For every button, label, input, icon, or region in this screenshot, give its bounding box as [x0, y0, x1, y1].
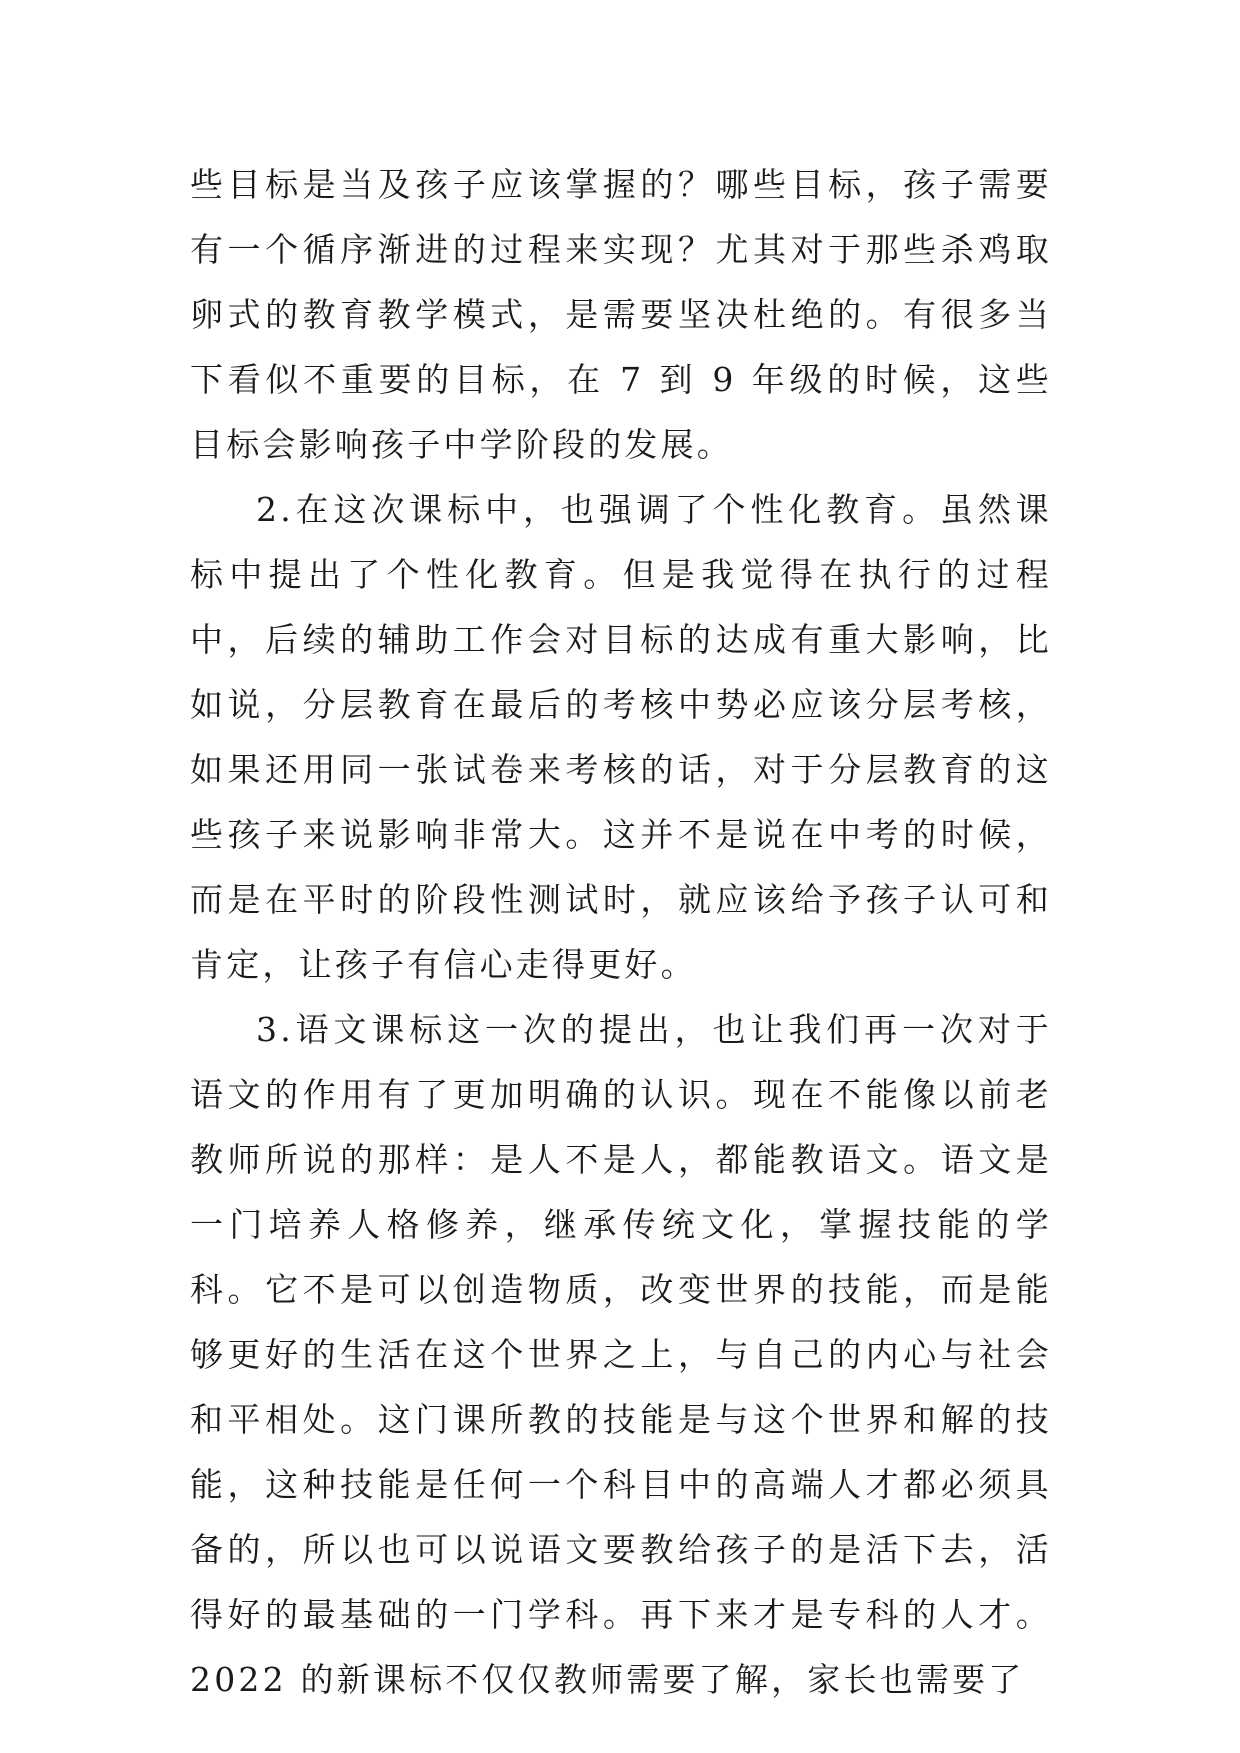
body-text	[190, 152, 1052, 1712]
paragraph-3: 3.语文课标这一次的提出，也让我们再一次对于语文的作用有了更加明确的认识。现在不能像以前老教师所说的那样：是人不是人，都能教语文。语文是一门培养人格修养，继承传统文化，掌握技能的学科。它不是可以创造物质，改变世界的技能，而是能够更好的生活在这个世界之上，与自己的内心与社会和平相处。这门课所教的技能是与这个世界和解的技能，这种技能是任何一个科目中的高端人才都必须具备的，所以也可以说语文要教给孩子的是活下去，活得好的最基础的一门学科。再下来才是专科的人才。2022 的新课标不仅仅教师需要了解，家长也需要了	[190, 1010, 1052, 1699]
paragraph-2: 2.在这次课标中，也强调了个性化教育。虽然课标中提出了个性化教育。但是我觉得在执行的过程中，后续的辅助工作会对目标的达成有重大影响，比如说，分层教育在最后的考核中势必应该分层考核，如果还用同一张试卷来考核的话，对于分层教育的这些孩子来说影响非常大。这并不是说在中考的时候，而是在平时的阶段性测试时，就应该给予孩子认可和肯定，让孩子有信心走得更好。	[190, 490, 1052, 984]
paragraph-1: 些目标是当及孩子应该掌握的？哪些目标，孩子需要有一个循序渐进的过程来实现？尤其对于那些杀鸡取卵式的教育教学模式，是需要坚决杜绝的。有很多当下看似不重要的目标，在 7 到 9 年级的时候，这些目标会影响孩子中学阶段的发展。	[190, 165, 1052, 464]
